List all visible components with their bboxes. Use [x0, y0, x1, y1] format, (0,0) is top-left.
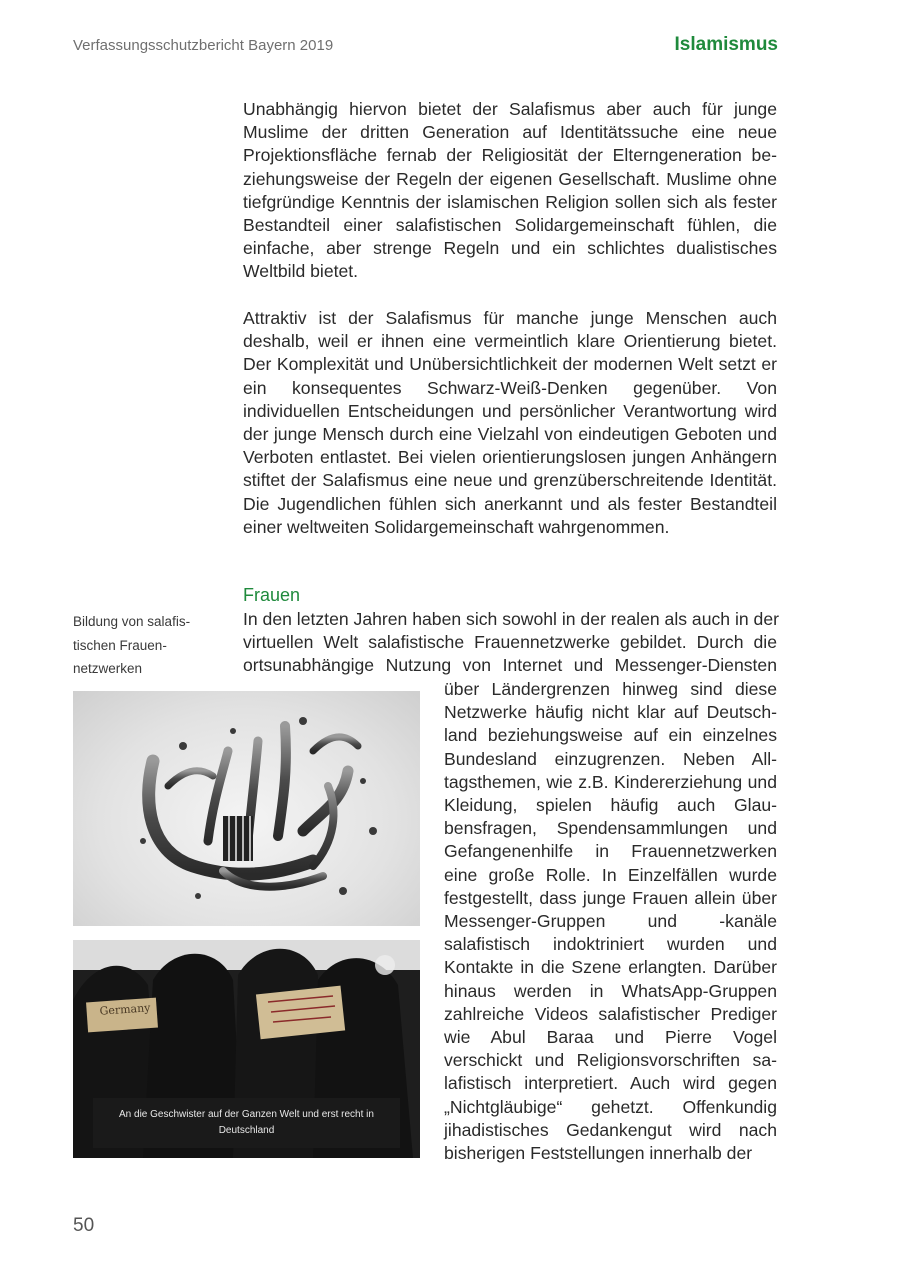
page-number: 50 [73, 1215, 95, 1236]
text-line: ortsunabhängige Nutzung von Internet und Messenger-Diensten [243, 655, 777, 676]
margin-note: Bildung von salafistischen Frauennetzwerken [73, 614, 191, 676]
section-heading-frauen: Frauen [243, 585, 301, 605]
frauen-paragraph-full-width [243, 608, 777, 678]
frauen-paragraph-narrow: über Ländergrenzen hinweg sind diese Netzwerke häufig nicht klar auf Deutschland beziehungsweise auf ein einzelnes Bundesland einzugrenzen. Neben Alltagsthemen, wie z.B. Kindererziehung und Kleidung, spielen häufig auch Glaubensfragen, Spendensammlungen und Gefangenenhilfe in Frauennetzwerken eine große Rolle. In Einzelfällen wurde festgestellt, dass junge Frauen allein über Messenger-Gruppen und -kanäle salafistisch indoktriniert wurden und Kontakte in die Szene erlangten. Darüber hinaus werden in WhatsApp-Gruppen zahlreiche Videos salafistischer Prediger wie Abul Baraa und Pierre Vogel verschickt und Religionsvorschriften salafistisch interpretiert. Auch wird gegen „Nichtgläubige“ gehetzt. Offenkundig jihadistisches Gedankengut wird nach bisherigen Feststellungen innerhalb der [444, 679, 777, 1164]
body-paragraph-2: Attraktiv ist der Salafismus für manche junge Menschen auch deshalb, weil er ihnen eine vermeintlich klare Orientierung bietet. Der Komplexität und Unübersichtlichkeit der modernen Welt setzt er ein konsequentes Schwarz-Weiß-Denken gegenüber. Von individuellen Entscheidungen und persönlicher Verantwortung wird der junge Mensch durch eine Vielzahl von eindeutigen Geboten und Verboten entlastet. Bei vielen orientierungslosen jungen Anhängern stiftet der Salafismus eine neue und grenzüberschreitende Identität. Die Jugendlichen fühlen sich anerkannt und als fester Bestandteil einer weltweiten Solidargemeinschaft wahrgenommen. [243, 308, 777, 537]
calligraphy-graphic [73, 691, 420, 926]
text-line: In den letzten Jahren haben sich sowohl in der realen als auch in der [243, 609, 779, 629]
image-caption-bar: An die Geschwister auf der Ganzen Welt und erst recht in Deutschland [93, 1098, 400, 1148]
running-header-section: Islamismus [674, 34, 778, 55]
sign-germany: Germany [99, 1001, 151, 1018]
running-header-title: Verfassungsschutzbericht Bayern 2019 [73, 37, 334, 54]
body-paragraph-1: Unabhängig hiervon bietet der Salafismus aber auch für junge Muslime der dritten Generation auf Identitätssuche eine neue Projektionsfläche fernab der Religiosität der Elterngeneration beziehungsweise der Regeln der eigenen Gesellschaft. Muslime ohne tiefgründige Kenntnis der islamischen Religion sollen sich als fester Bestandteil einer salafistischen Solidargemeinschaft fühlen, die einfache, aber strenge Regeln und ein schlichtes dualistisches Weltbild bietet. [243, 99, 777, 282]
veiled-women-image [73, 940, 420, 1158]
calligraphy-image [73, 691, 420, 926]
text-line: virtuellen Welt salafistische Frauennetzwerke gebildet. Durch die [243, 632, 777, 653]
